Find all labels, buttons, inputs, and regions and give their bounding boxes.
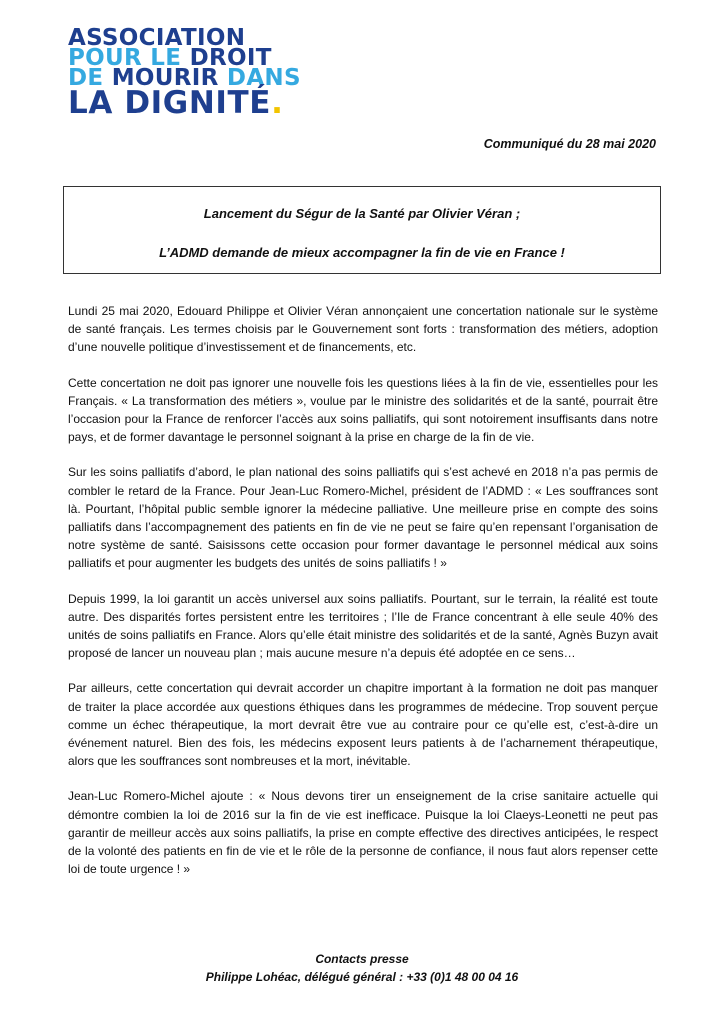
- body-paragraph: Par ailleurs, cette concertation qui devrait accorder un chapitre important à la formation ne doit pas manquer de traiter la place accordée aux questions éthiques dans les programmes de médecine. Trop souvent perçue comme un échec thérapeutique, la mort devrait être vue au contraire pour ce qu’elle est, c’est-à-dire un événement naturel. Bien des fois, les médecins exposent leurs patients à de l’acharnement thérapeutique, alors que les souffrances sont nombreuses et la mort, inévitable.: [68, 681, 658, 769]
- logo-word: MOURIR: [111, 65, 227, 91]
- title-box: [63, 186, 661, 274]
- logo-word: DROIT: [189, 45, 272, 71]
- logo-word: POUR LE: [68, 45, 190, 71]
- body-paragraph: Jean-Luc Romero-Michel ajoute : « Nous devons tirer un enseignement de la crise sanitaire actuelle qui démontre combien la loi de 2016 sur la fin de vie est inefficace. Puisque la loi Claeys-Leonetti ne peut pas garantir de meilleur accès aux soins palliatifs, la prise en compte effective des directives anticipées, le respect de la volonté des patients en fin de vie et le rôle de la personne de confiance, il nous faut alors repenser cette loi de toute urgence ! »: [68, 789, 658, 877]
- logo-dot: .: [271, 85, 284, 121]
- logo-word: ASSOCIATION: [68, 25, 246, 51]
- body-paragraph: Depuis 1999, la loi garantit un accès universel aux soins palliatifs. Pourtant, sur le terrain, la réalité est toute autre. Des disparités fortes persistent entre les territoires ; l’Ile de France concentrant à elle seule 40% des unités de soins palliatifs en France. Alors qu’elle était ministre des solidarités et de la santé, Agnès Buzyn avait proposé de lancer un nouveau plan ; mais aucune mesure n’a depuis été adoptée en ce sens…: [68, 591, 658, 661]
- logo-word: DANS: [226, 65, 301, 91]
- body-paragraph: Cette concertation ne doit pas ignorer une nouvelle fois les questions liées à la fin de vie, essentielles pour les Français. « La transformation des métiers », voulue par le ministre des solidarités et de la santé, pourrait être l’occasion pour la France de renforcer l’accès aux soins palliatifs, qui sont notoirement insuffisants dans notre pays, et de former davantage le personnel soignant à la prise en charge de la fin de vie.: [68, 375, 658, 445]
- logo-word: DE: [68, 65, 112, 91]
- contacts-heading: Contacts presse: [315, 952, 409, 966]
- logo-word: LA DIGNITÉ: [68, 85, 272, 121]
- admd-logo: [68, 25, 301, 121]
- title-line-2: L’ADMD demande de mieux accompagner la fin de vie en France !: [159, 245, 565, 260]
- logo-line-4: [68, 85, 284, 121]
- body-paragraph: Lundi 25 mai 2020, Edouard Philippe et Olivier Véran annonçaient une concertation nationale sur le système de santé français. Les termes choisis par le Gouvernement sont forts : transformation des métiers, adoption d’une nouvelle politique d’investissement et de financements, etc.: [68, 304, 658, 355]
- body-paragraph: Sur les soins palliatifs d’abord, le plan national des soins palliatifs qui s’est achevé en 2018 n’a pas permis de combler le retard de la France. Pour Jean-Luc Romero-Michel, président de l’ADMD : « Les souffrances sont là. Pourtant, l’hôpital public semble ignorer la médecine palliative. Une meilleure prise en compte des soins palliatifs dans l’accompagnement des patients en fin de vie ne peut se faire qu’en repensant l’organisation de notre système de santé. Saisissons cette occasion pour former davantage le personnel médical aux soins palliatifs et pour augmenter les budgets des unités de soins palliatifs ! »: [68, 465, 658, 571]
- release-date: Communiqué du 28 mai 2020: [483, 137, 656, 151]
- press-contacts: [0, 950, 724, 986]
- title-line-1: Lancement du Ségur de la Santé par Olivier Véran ;: [203, 206, 521, 221]
- release-body: [68, 302, 658, 895]
- contacts-person: Philippe Lohéac, délégué général : +33 (0)1 48 00 04 16: [205, 970, 519, 984]
